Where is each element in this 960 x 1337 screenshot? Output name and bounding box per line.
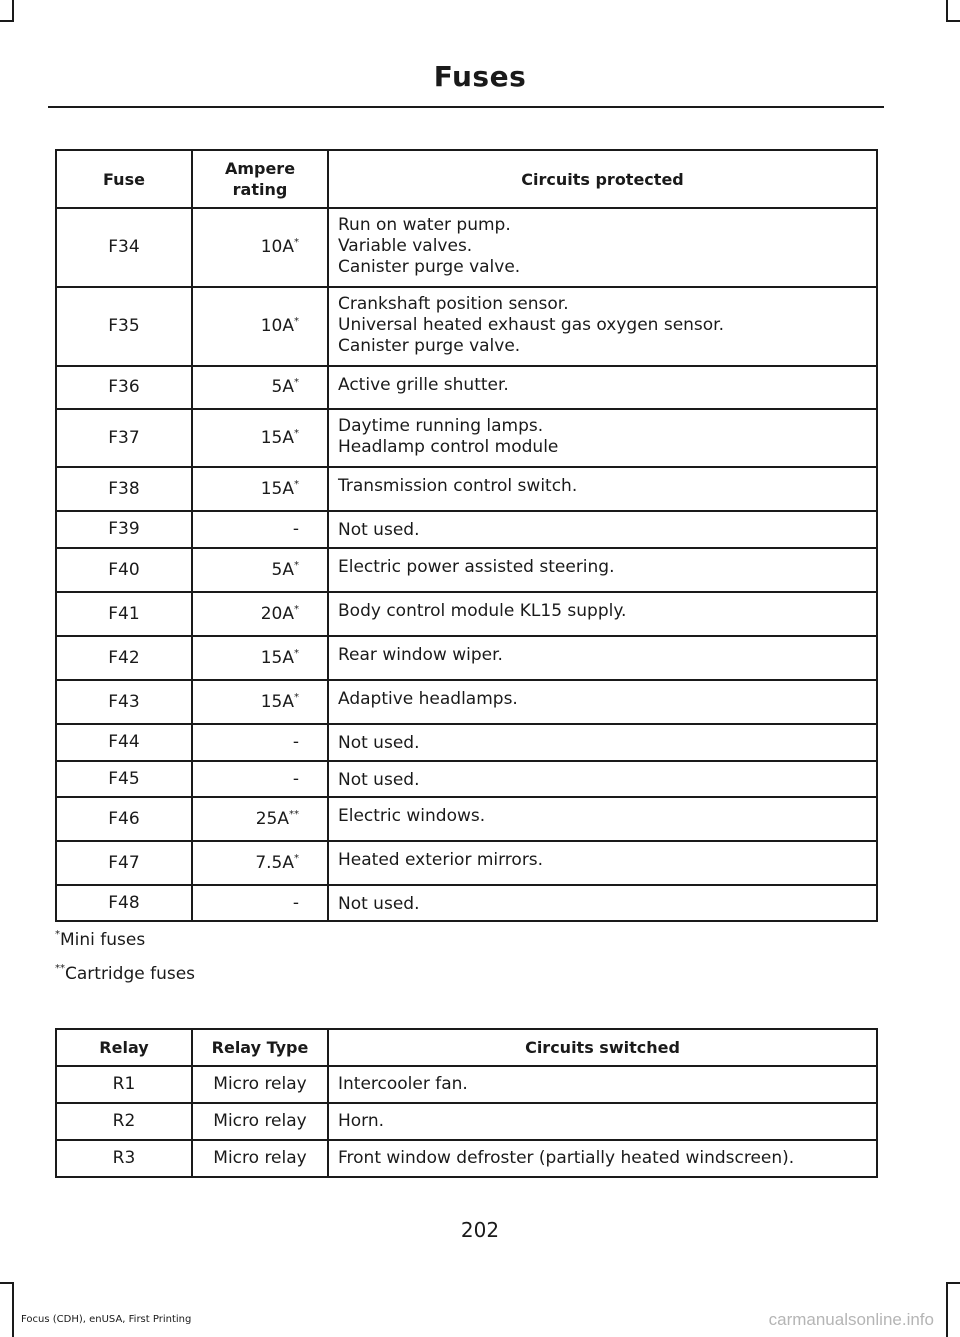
circuit-line: Canister purge valve.	[338, 257, 521, 277]
ampere-rating	[192, 841, 328, 885]
header-circuits-protected: Circuits protected	[328, 150, 877, 208]
ampere-rating	[192, 797, 328, 841]
relay-id: R1	[56, 1066, 192, 1103]
crop-mark	[946, 20, 960, 22]
fuse-id: F42	[56, 636, 192, 680]
circuit-line: Not used.	[338, 770, 420, 790]
circuits-switched: Front window defroster (partially heated windscreen).	[328, 1140, 877, 1177]
fuse-id: F43	[56, 680, 192, 724]
ampere-value: 15A	[260, 427, 294, 448]
ampere-value: 5A	[271, 559, 294, 580]
header-ampere-line2: rating	[232, 180, 288, 199]
ampere-rating	[192, 208, 328, 287]
fuse-id: F44	[56, 724, 192, 761]
crop-mark	[946, 0, 948, 20]
fuse-row	[56, 885, 877, 921]
crop-mark	[946, 1282, 960, 1284]
page-title: Fuses	[433, 60, 527, 93]
circuit-line: Heated exterior mirrors.	[338, 850, 544, 870]
relay-row	[56, 1066, 877, 1103]
footnote-mark: **	[289, 808, 299, 820]
circuits-protected	[328, 797, 877, 841]
ampere-value: 15A	[260, 691, 294, 712]
header-relay-type: Relay Type	[192, 1029, 328, 1066]
fuse-row	[56, 724, 877, 761]
relay-type: Micro relay	[192, 1140, 328, 1177]
ampere-value: 10A	[260, 237, 294, 257]
fuse-row	[56, 208, 877, 287]
watermark: carmanualsonline.info	[768, 1310, 934, 1329]
title-divider	[48, 106, 884, 108]
ampere-value: -	[292, 892, 299, 913]
ampere-value: 15A	[260, 478, 294, 499]
ampere-rating	[192, 467, 328, 511]
crop-mark	[946, 1282, 948, 1337]
fuse-row	[56, 680, 877, 724]
circuits-protected	[328, 208, 877, 287]
ampere-value: 25A	[255, 808, 289, 829]
ampere-rating	[192, 636, 328, 680]
circuits-protected	[328, 287, 877, 366]
fuse-id: F34	[56, 208, 192, 287]
ampere-value: -	[292, 768, 299, 789]
fuse-id: F36	[56, 366, 192, 409]
footnote-mark: **	[55, 963, 65, 974]
circuits-protected	[328, 680, 877, 724]
circuits-protected	[328, 548, 877, 592]
circuit-line: Rear window wiper.	[338, 645, 503, 665]
ampere-value: -	[292, 732, 299, 752]
fuse-id: F47	[56, 841, 192, 885]
ampere-value: 20A	[260, 603, 294, 624]
ampere-rating	[192, 409, 328, 467]
footnote-text: Mini fuses	[60, 930, 146, 950]
header-fuse: Fuse	[56, 150, 192, 208]
fuse-row	[56, 287, 877, 366]
footnote-mark: *	[294, 237, 299, 248]
relay-row	[56, 1140, 877, 1177]
circuits-switched: Horn.	[328, 1103, 877, 1140]
fuse-table-body	[56, 208, 877, 921]
crop-mark	[0, 1282, 14, 1284]
circuit-line: Daytime running lamps.	[338, 416, 544, 436]
fuse-row	[56, 797, 877, 841]
circuit-line: Body control module KL15 supply.	[338, 601, 627, 621]
ampere-rating	[192, 548, 328, 592]
publication-info: Focus (CDH), enUSA, First Printing	[21, 1314, 192, 1325]
circuits-protected	[328, 724, 877, 761]
footnote-mark: *	[294, 603, 299, 615]
footnote-mark: *	[294, 691, 299, 703]
circuits-protected	[328, 841, 877, 885]
ampere-rating	[192, 885, 328, 921]
circuit-line: Not used.	[338, 733, 420, 753]
fuse-row	[56, 841, 877, 885]
crop-mark	[0, 20, 14, 22]
circuit-line: Adaptive headlamps.	[338, 689, 518, 709]
circuit-line: Not used.	[338, 520, 420, 540]
header-relay: Relay	[56, 1029, 192, 1066]
ampere-rating	[192, 287, 328, 366]
ampere-value: 7.5A	[255, 852, 294, 873]
relay-id: R2	[56, 1103, 192, 1140]
ampere-value: 15A	[260, 647, 294, 668]
ampere-rating	[192, 511, 328, 548]
circuit-line: Variable valves.	[338, 236, 473, 256]
header-ampere-line1: Ampere	[224, 159, 296, 178]
fuse-row	[56, 636, 877, 680]
footnote-mark: *	[294, 316, 299, 327]
circuit-line: Electric windows.	[338, 806, 486, 826]
circuit-line: Active grille shutter.	[338, 375, 509, 395]
ampere-rating	[192, 761, 328, 797]
circuit-line: Transmission control switch.	[338, 476, 578, 496]
fuse-table-header	[56, 150, 877, 208]
relay-type: Micro relay	[192, 1066, 328, 1103]
footnote-mark: *	[294, 647, 299, 659]
footnote-mark: *	[294, 852, 299, 864]
crop-mark	[12, 1282, 14, 1337]
footnote-mark: *	[294, 559, 299, 571]
circuit-line: Headlamp control module	[338, 437, 559, 457]
fuse-id: F38	[56, 467, 192, 511]
fuse-id: F41	[56, 592, 192, 636]
footnote-mark: *	[294, 427, 299, 439]
relay-table-body	[56, 1066, 877, 1177]
relay-id: R3	[56, 1140, 192, 1177]
circuits-protected	[328, 366, 877, 409]
fuse-id: F46	[56, 797, 192, 841]
crop-mark	[12, 0, 14, 20]
fuse-id: F48	[56, 885, 192, 921]
ampere-rating	[192, 366, 328, 409]
fuse-id: F45	[56, 761, 192, 797]
footnote-mini-fuses	[55, 930, 145, 950]
relay-table-header	[56, 1029, 877, 1066]
footnote-mark: *	[294, 478, 299, 490]
circuit-line: Crankshaft position sensor.	[338, 294, 569, 314]
header-ampere-rating	[192, 150, 328, 208]
header-circuits-switched: Circuits switched	[328, 1029, 877, 1066]
fuse-row	[56, 548, 877, 592]
fuse-row	[56, 511, 877, 548]
relay-table	[55, 1028, 878, 1178]
fuse-id: F40	[56, 548, 192, 592]
circuit-line: Electric power assisted steering.	[338, 557, 615, 577]
ampere-rating	[192, 724, 328, 761]
fuse-id: F39	[56, 511, 192, 548]
fuse-table	[55, 149, 878, 922]
fuse-row	[56, 467, 877, 511]
circuits-protected	[328, 467, 877, 511]
circuit-line: Run on water pump.	[338, 215, 511, 235]
ampere-rating	[192, 592, 328, 636]
relay-type: Micro relay	[192, 1103, 328, 1140]
ampere-rating	[192, 680, 328, 724]
fuse-id: F37	[56, 409, 192, 467]
circuit-line: Universal heated exhaust gas oxygen sensor.	[338, 315, 725, 335]
fuse-id: F35	[56, 287, 192, 366]
fuse-row	[56, 592, 877, 636]
footnote-text: Cartridge fuses	[65, 964, 196, 984]
circuits-switched: Intercooler fan.	[328, 1066, 877, 1103]
circuits-protected	[328, 409, 877, 467]
footnote-cartridge-fuses	[55, 964, 195, 984]
circuit-line: Not used.	[338, 894, 420, 914]
fuse-row	[56, 366, 877, 409]
fuse-row	[56, 409, 877, 467]
circuits-protected	[328, 636, 877, 680]
circuits-protected	[328, 592, 877, 636]
ampere-value: 5A	[271, 377, 294, 397]
ampere-value: -	[292, 519, 299, 539]
fuse-row	[56, 761, 877, 797]
ampere-value: 10A	[260, 316, 294, 336]
circuits-protected	[328, 761, 877, 797]
footnote-mark: *	[55, 929, 60, 940]
circuit-line: Canister purge valve.	[338, 336, 521, 356]
circuits-protected	[328, 511, 877, 548]
circuits-protected	[328, 885, 877, 921]
relay-row	[56, 1103, 877, 1140]
page-number: 202	[460, 1218, 500, 1242]
footnote-mark: *	[294, 377, 299, 388]
